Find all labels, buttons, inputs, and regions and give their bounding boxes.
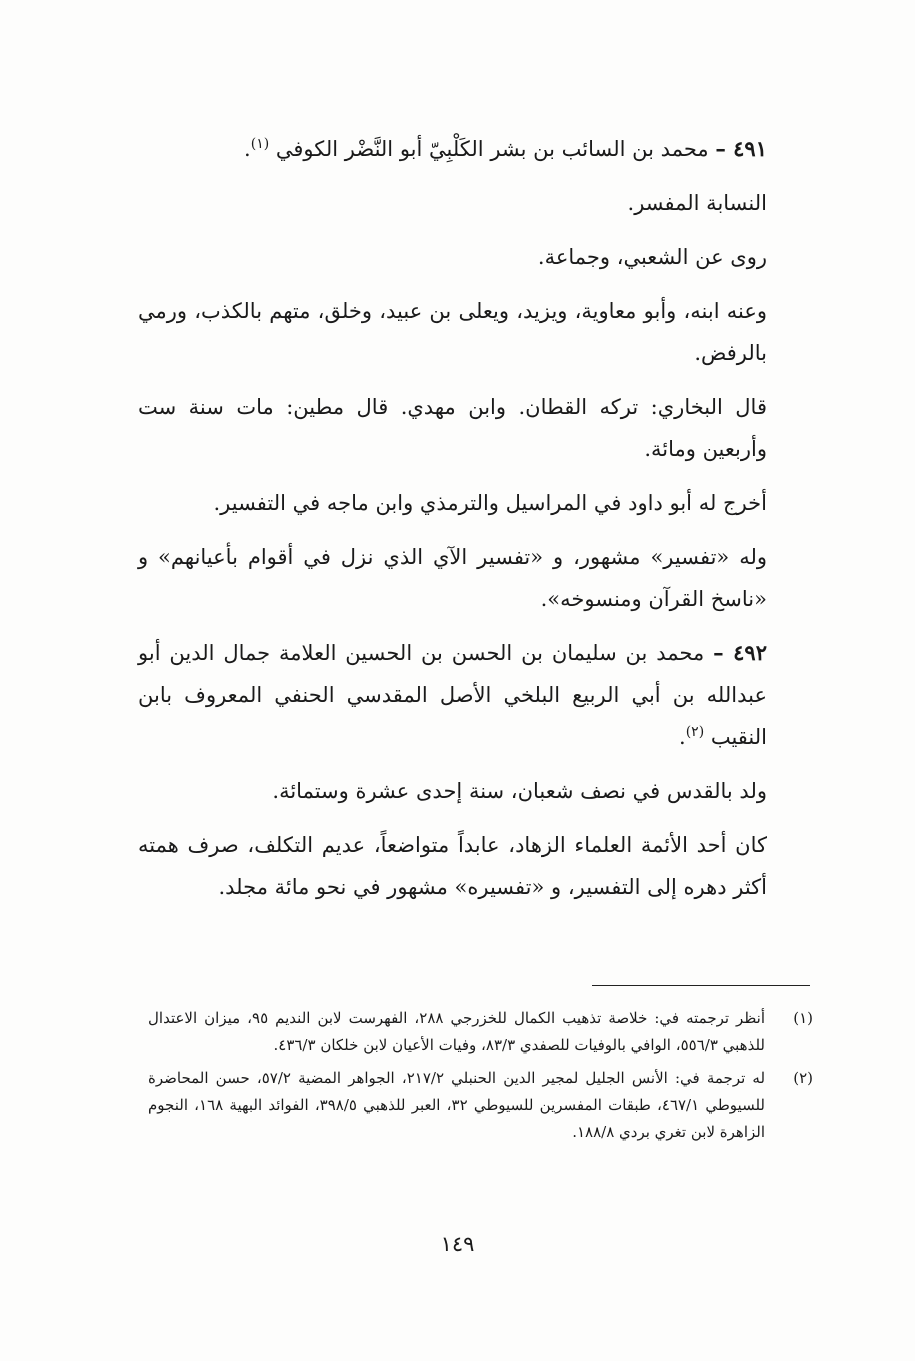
- entry-paragraph: وعنه ابنه، وأبو معاوية، ويزيد، ويعلى بن عبيد، وخلق، متهم بالكذب، ورمي بالرفض.: [138, 299, 767, 365]
- footnote-mark: (٢): [793, 1069, 813, 1087]
- entry-paragraph: وله «تفسير» مشهور، و «تفسير الآي الذي نزل في أقوام بأعيانهم» و «ناسخ القرآن ومنسوخه».: [138, 545, 767, 611]
- footnote-text: له ترجمة في: الأنس الجليل لمجير الدين الحنبلي ٢١٧/٢، الجواهر المضية ٥٧/٢، حسن المحاضرة للسيوطي ٤٦٧/١، طبقات المفسرين للسيوطي ٣٢، العبر للذهبي ٣٩٨/٥، الفوائد البهية ١٦٨، النجوم الزاهرة لابن تغري بردي ١٨٨/٨.: [148, 1069, 766, 1141]
- footnote-mark: (١): [793, 1009, 813, 1027]
- entry-heading: [138, 632, 803, 758]
- footnote-ref[interactable]: (٢): [685, 724, 705, 740]
- entry-paragraph: النسابة المفسر.: [627, 191, 767, 215]
- entry-paragraph: ولد بالقدس في نصف شعبان، سنة إحدى عشرة وستمائة.: [272, 779, 767, 803]
- footnotes: [148, 1005, 813, 1152]
- entry-heading: [138, 128, 803, 170]
- footnote-divider: [592, 985, 810, 986]
- entry-name: محمد بن سليمان بن الحسن بن الحسين العلامة جمال الدين أبو عبدالله بن أبي الربيع البلخي الأصل المقدسي الحنفي المعروف بابن النقيب: [138, 641, 767, 749]
- heading-end: .: [679, 725, 686, 749]
- entry-number: ٤٩١ –: [715, 136, 767, 161]
- footnote: [148, 1005, 813, 1059]
- footnote-text: أنظر ترجمته في: خلاصة تذهيب الكمال للخزرجي ٢٨٨، الفهرست لابن النديم ٩٥، ميزان الاعتدال للذهبي ٥٥٦/٣، الوافي بالوفيات للصفدي ٨٣/٣، وفيات الأعيان لابن خلكان ٤٣٦/٣.: [148, 1009, 765, 1054]
- entry-paragraph: قال البخاري: تركه القطان. وابن مهدي. قال مطين: مات سنة ست وأربعين ومائة.: [138, 395, 767, 461]
- heading-end: .: [244, 137, 251, 161]
- footnote-ref[interactable]: (١): [250, 136, 270, 152]
- main-text: [138, 128, 803, 920]
- entry-number: ٤٩٢ –: [713, 640, 767, 665]
- entry-paragraph: كان أحد الأئمة العلماء الزهاد، عابداً متواضعاً، عديم التكلف، صرف همته أكثر دهره إلى التفسير، و «تفسيره» مشهور في نحو مائة مجلد.: [138, 833, 767, 899]
- entry-paragraph: روى عن الشعبي، وجماعة.: [537, 245, 767, 269]
- entry-name: محمد بن السائب بن بشر الكَلْبِيّ أبو النَّضْر الكوفي: [275, 137, 709, 161]
- entry-paragraph: أخرج له أبو داود في المراسيل والترمذي وابن ماجه في التفسير.: [213, 491, 767, 515]
- footnote: [148, 1065, 813, 1146]
- page-number: ١٤٩: [440, 1232, 475, 1256]
